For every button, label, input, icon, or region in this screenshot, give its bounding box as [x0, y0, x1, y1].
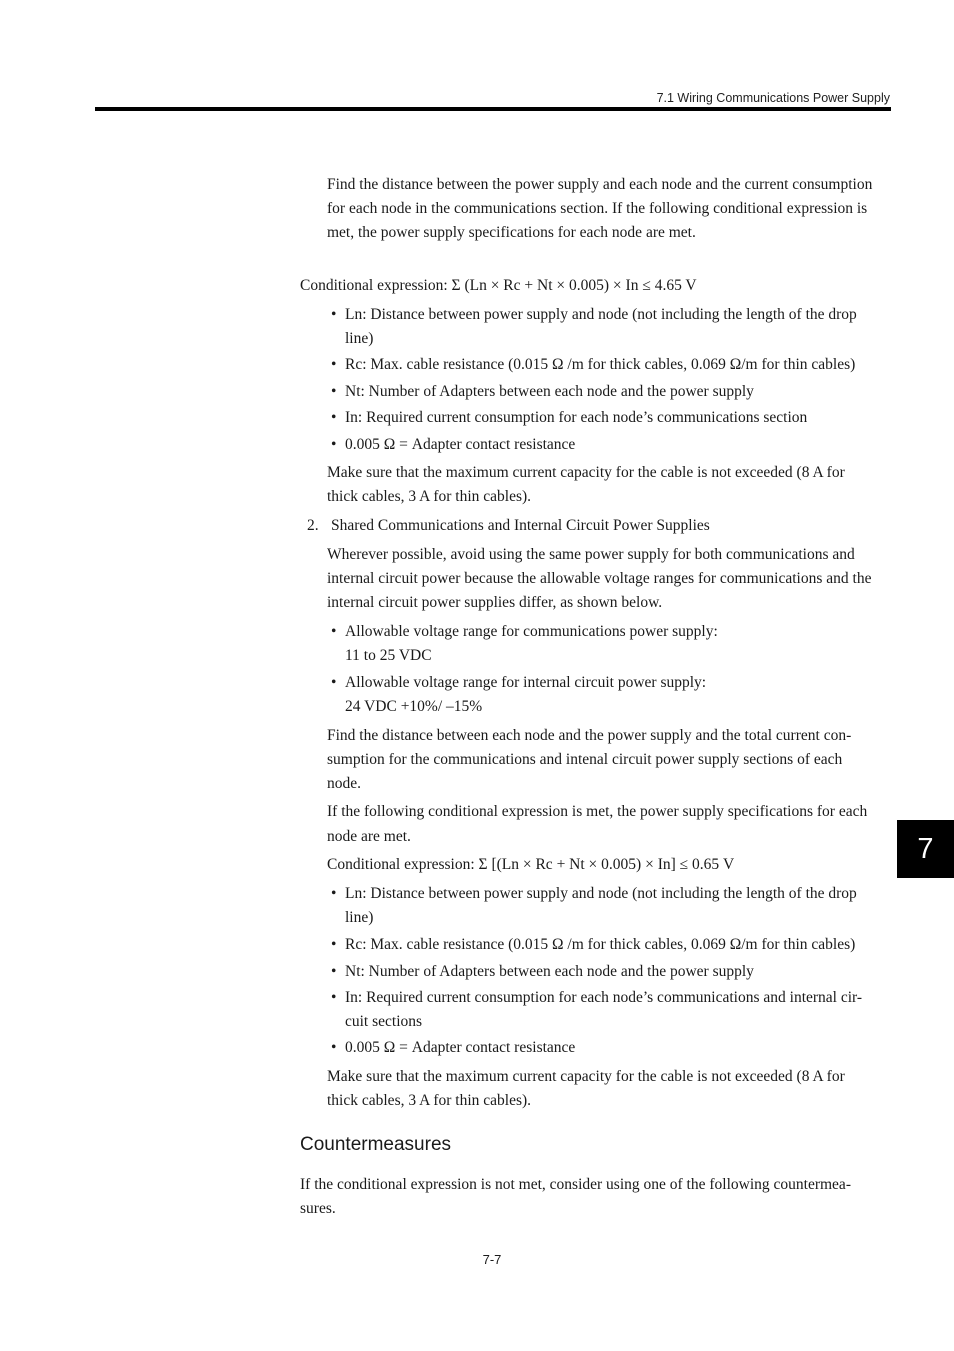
list-number: 2. [307, 517, 319, 534]
list-item: 0.005 Ω = Adapter contact resistance [345, 436, 576, 453]
text-line: sures. [300, 1200, 336, 1217]
list-item: In: Required current consumption for each node’s communications section [345, 409, 808, 426]
bullet-icon: • [331, 383, 337, 400]
list-item: Rc: Max. cable resistance (0.015 Ω /m for thick cables, 0.069 Ω/m for thin cables) [345, 356, 856, 373]
list-item-continued: line) [345, 909, 374, 926]
list-item-value: 11 to 25 VDC [345, 647, 432, 664]
bullet-icon: • [331, 356, 337, 373]
list-item: Nt: Number of Adapters between each node and the power supply [345, 963, 754, 980]
bullet-icon: • [331, 885, 337, 902]
text-line: internal circuit power supplies differ, as shown below. [327, 594, 663, 611]
text-line: node are met. [327, 828, 411, 845]
list-item: Allowable voltage range for communications power supply: [345, 623, 718, 640]
list-item-continued: line) [345, 330, 374, 347]
text-line: If the following conditional expression is met, the power supply specifications for each [327, 803, 868, 820]
list-item: Ln: Distance between power supply and node (not including the length of the drop [345, 306, 857, 323]
list-item: Rc: Max. cable resistance (0.015 Ω /m for thick cables, 0.069 Ω/m for thin cables) [345, 936, 856, 953]
text-line: Make sure that the maximum current capacity for the cable is not exceeded (8 A for [327, 1068, 845, 1085]
text-line: sumption for the communications and intenal circuit power supply sections of each [327, 751, 843, 768]
page-number: 7-7 [482, 1252, 502, 1267]
text-line: Find the distance between the power supply and each node and the current consumption [327, 176, 873, 193]
text-line: met, the power supply specifications for each node are met. [327, 224, 696, 241]
bullet-icon: • [331, 409, 337, 426]
conditional-expression: Conditional expression: Σ (Ln × Rc + Nt × 0.005) × In ≤ 4.65 V [300, 277, 697, 294]
bullet-icon: • [331, 989, 337, 1006]
text-line: node. [327, 775, 362, 792]
header-rule [95, 107, 891, 111]
running-header: 7.1 Wiring Communications Power Supply [656, 91, 890, 105]
list-item-value: 24 VDC +10%/ –15% [345, 698, 483, 715]
list-item-continued: cuit sections [345, 1013, 423, 1030]
text-line: for each node in the communications section. If the following conditional expression is [327, 200, 868, 217]
list-item-title: Shared Communications and Internal Circuit Power Supplies [331, 517, 710, 534]
list-item: 0.005 Ω = Adapter contact resistance [345, 1039, 576, 1056]
list-item: Nt: Number of Adapters between each node and the power supply [345, 383, 754, 400]
bullet-icon: • [331, 936, 337, 953]
bullet-icon: • [331, 306, 337, 323]
text-line: Find the distance between each node and the power supply and the total current con- [327, 727, 852, 744]
list-item: Allowable voltage range for internal circuit power supply: [345, 674, 707, 691]
section-heading: Countermeasures [300, 1134, 452, 1155]
bullet-icon: • [331, 963, 337, 980]
list-item: Ln: Distance between power supply and node (not including the length of the drop [345, 885, 857, 902]
conditional-expression: Conditional expression: Σ [(Ln × Rc + Nt × 0.005) × In] ≤ 0.65 V [327, 856, 735, 873]
text-line: thick cables, 3 A for thin cables). [327, 488, 532, 505]
text-line: Wherever possible, avoid using the same power supply for both communications and [327, 546, 855, 563]
bullet-icon: • [331, 623, 337, 640]
bullet-icon: • [331, 436, 337, 453]
text-line: thick cables, 3 A for thin cables). [327, 1092, 532, 1109]
list-item: In: Required current consumption for each node’s communications and internal cir- [345, 989, 863, 1006]
bullet-icon: • [331, 674, 337, 691]
text-line: If the conditional expression is not met, consider using one of the following countermea- [300, 1176, 851, 1193]
bullet-icon: • [331, 1039, 337, 1056]
text-line: internal circuit power because the allowable voltage ranges for communications and the [327, 570, 872, 587]
chapter-tab[interactable]: 7 [897, 820, 954, 878]
text-line: Make sure that the maximum current capacity for the cable is not exceeded (8 A for [327, 464, 845, 481]
